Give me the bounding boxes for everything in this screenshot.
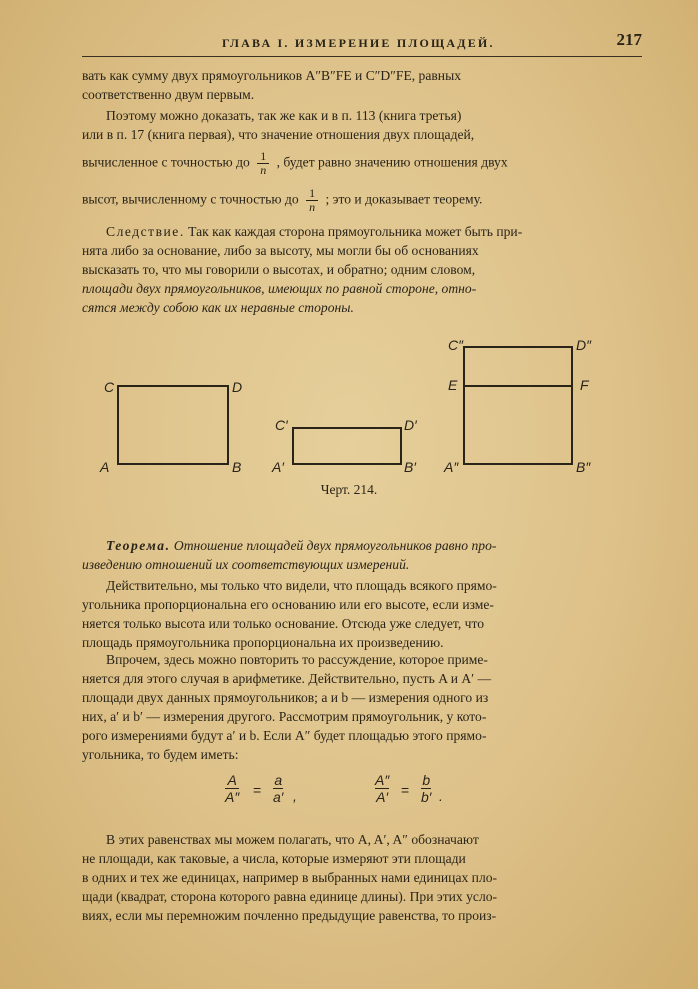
numerator: A: [227, 772, 237, 788]
label-B1: B′: [404, 459, 416, 475]
fraction-1-over-n: [306, 187, 318, 214]
theorem-statement: [82, 536, 642, 574]
label-B2: B″: [576, 459, 591, 475]
text-line: площади двух прямоугольников, имеющих по равной стороне, отно-: [82, 281, 477, 296]
label-D2: D″: [576, 337, 592, 353]
figure-caption: Черт. 214.: [320, 482, 378, 497]
denominator: b′: [421, 789, 432, 805]
figure-214: [0, 330, 698, 480]
text-line: Поэтому можно доказать, так же как и в п. 113 (книга третья): [106, 108, 462, 123]
text-span: ; это и доказывает теорему.: [325, 191, 483, 207]
text-line: или в п. 17 (книга первая), что значение отношения двух площадей,: [82, 127, 475, 142]
text-line: рого измерениями будут a′ и b. Если A″ будет площадью этого прямо-: [82, 728, 487, 743]
corollary-label: Следствие.: [106, 224, 185, 239]
text-line: Действительно, мы только что видели, что площадь всякого прямо-: [106, 578, 497, 593]
text-line: [82, 536, 642, 555]
text-span: , будет равно значению отношения двух: [276, 154, 508, 170]
fraction-A-over-A2: [225, 772, 239, 805]
equals-sign: =: [401, 782, 410, 798]
equals-sign: =: [253, 782, 262, 798]
label-D1: D′: [404, 417, 417, 433]
paragraph-proof: [82, 106, 642, 214]
text-line: няется для этого случая в арифметике. Действительно, пусть A и A′ —: [82, 671, 492, 686]
chapter-title: ГЛАВА I. ИЗМЕРЕНИЕ ПЛОЩАДЕЙ.: [222, 36, 495, 50]
text-span: вычисленное с точностью до: [82, 154, 250, 170]
ratio-equations: [215, 768, 475, 814]
label-A2: A″: [444, 459, 459, 475]
running-header: [82, 30, 642, 57]
fraction-1-over-n: [257, 150, 269, 177]
page-number: 217: [616, 30, 642, 49]
label-A1: A′: [272, 459, 284, 475]
text-line: нята либо за основание, либо за высоту, мы могли бы об основаниях: [82, 243, 479, 258]
label-C2: C″: [448, 337, 464, 353]
fraction-denominator: n: [260, 163, 267, 177]
fraction-numerator: 1: [306, 187, 318, 201]
text-line: щади (квадрат, сторона которого равна единице длины). При этих усло-: [82, 889, 498, 904]
text-span: высот, вычисленному с точностью до: [82, 191, 299, 207]
paragraph-proof-2: [82, 576, 642, 652]
label-F: F: [580, 377, 589, 393]
theorem-label: Теорема.: [106, 538, 171, 553]
text-line: них, a′ и b′ — измерения другого. Рассмотрим прямоугольник, у кото-: [82, 709, 487, 724]
text-line: в одних и тех же единицах, например в выбранных нами единицах пло-: [82, 870, 498, 885]
label-D: D: [232, 379, 243, 395]
text-line: вать как сумму двух прямоугольников A″B″FE и C″D″FE, равных: [82, 68, 462, 83]
fraction-a-over-a1: [273, 772, 283, 805]
label-A: A: [100, 459, 110, 475]
numerator: a: [274, 772, 283, 788]
text-line: виях, если мы перемножим почленно предыдущие равенства, то произ-: [82, 908, 497, 923]
text-span: Так как каждая сторона прямоугольника может быть при-: [188, 224, 523, 239]
text-line: площади двух данных прямоугольников; a и b — измерения одного из: [82, 690, 489, 705]
numerator: A″: [375, 772, 390, 788]
text-line: изведению отношений их соответствующих измерений.: [82, 557, 410, 572]
fraction-numerator: 1: [257, 150, 269, 164]
fraction-denominator: n: [309, 200, 316, 214]
comma: ,: [293, 788, 297, 804]
text-span: Отношение площадей двух прямоугольников равно про-: [173, 538, 497, 553]
text-line-with-fraction: [82, 150, 642, 177]
period: .: [439, 788, 443, 804]
text-line: [82, 222, 642, 241]
denominator: A″: [225, 789, 240, 805]
text-line: угольника пропорциональна его основанию или его высоте, если изме-: [82, 597, 494, 612]
text-line: высказать то, что мы говорили о высотах, и обратно; одним словом,: [82, 262, 476, 277]
text-line-with-fraction: [82, 187, 642, 214]
rectangle-A1B1C1D1: [293, 428, 401, 464]
paragraph-arithmetic: [82, 650, 642, 764]
fraction-A2-over-A1: [375, 772, 389, 805]
text-line: угольника, то будем иметь:: [82, 747, 239, 762]
text-line: сятся между собою как их неравные стороны.: [82, 300, 354, 315]
label-B: B: [232, 459, 242, 475]
fraction-b-over-b1: [421, 772, 431, 805]
rectangle-A2B2C2D2: [464, 347, 572, 464]
label-C1: C′: [275, 417, 288, 433]
text-line: не площади, как таковые, а числа, которые измеряют эти площади: [82, 851, 466, 866]
paragraph-numbers: [82, 830, 642, 925]
text-line: няется только высота или только основание. Отсюда уже следует, что: [82, 616, 485, 631]
text-line: Впрочем, здесь можно повторить то рассуждение, которое приме-: [106, 652, 488, 667]
denominator: A′: [376, 789, 389, 805]
label-E: E: [448, 377, 458, 393]
text-line: В этих равенствах мы можем полагать, что A, A′, A″ обозначают: [106, 832, 479, 847]
label-C: C: [104, 379, 115, 395]
text-line: соответственно двум первым.: [82, 87, 255, 102]
numerator: b: [422, 772, 431, 788]
denominator: a′: [273, 789, 284, 805]
paragraph-corollary: [82, 222, 642, 317]
rectangle-ABCD: [118, 386, 228, 464]
text-line: площадь прямоугольника пропорциональна их произведению.: [82, 635, 444, 650]
paragraph-continuation: [82, 66, 642, 104]
